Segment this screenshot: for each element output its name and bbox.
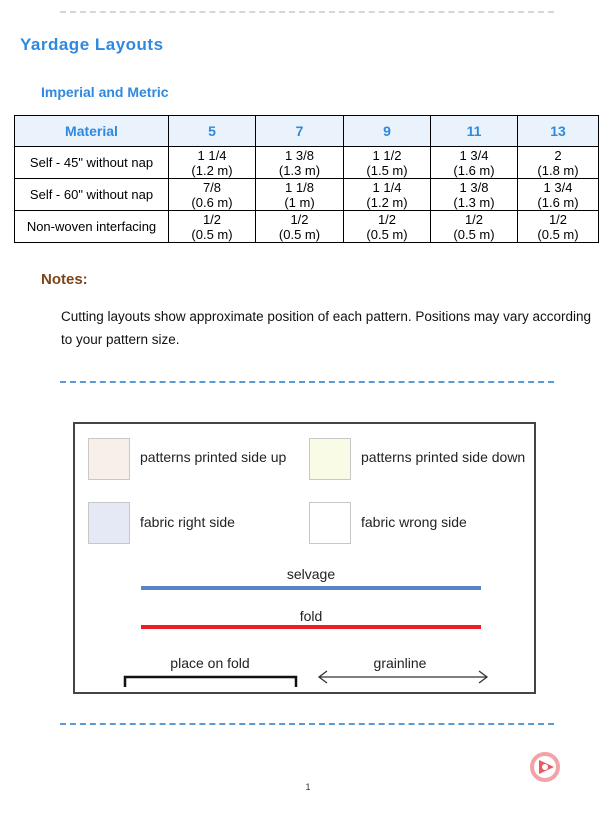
header-material: Material — [15, 116, 169, 147]
grainline-arrow-icon — [315, 668, 491, 686]
yardage-cell — [169, 211, 256, 243]
section-subtitle: Imperial and Metric — [41, 84, 169, 100]
place-on-fold-icon — [123, 674, 299, 688]
material-cell: Self - 45" without nap — [15, 147, 169, 179]
metric-value: (0.5 m) — [537, 226, 579, 242]
imperial-value: 1 3/4 — [543, 179, 573, 195]
yardage-cell — [431, 179, 518, 211]
yardage-cell — [431, 147, 518, 179]
imperial-value: 2 — [554, 147, 562, 163]
metric-value: (0.6 m) — [191, 194, 233, 210]
metric-value: (1.3 m) — [453, 194, 495, 210]
metric-value: (1.6 m) — [537, 194, 579, 210]
header-size-9: 9 — [344, 116, 431, 147]
imperial-value: 1 1/4 — [372, 179, 402, 195]
imperial-value: 1 1/2 — [372, 147, 402, 163]
swatch-patterns-side-up — [88, 438, 130, 480]
metric-value: (0.5 m) — [278, 226, 321, 242]
section-divider — [60, 381, 554, 383]
imperial-value: 1/2 — [548, 211, 568, 227]
yardage-cell — [256, 179, 344, 211]
selvage-line — [141, 586, 481, 590]
grainline-label: grainline — [373, 655, 427, 671]
brand-logo-icon — [529, 751, 561, 783]
yardage-cell — [256, 147, 344, 179]
imperial-value: 1 1/8 — [285, 179, 314, 195]
selvage-label: selvage — [286, 566, 336, 582]
metric-value: (1.6 m) — [453, 162, 495, 178]
yardage-table — [14, 115, 599, 243]
swatch-patterns-side-down — [309, 438, 351, 480]
table-row — [15, 147, 599, 179]
metric-value: (1.8 m) — [537, 162, 579, 178]
legend-box — [73, 422, 536, 694]
yardage-cell — [344, 147, 431, 179]
metric-value: (0.5 m) — [191, 226, 233, 242]
imperial-value: 1/2 — [290, 211, 309, 227]
bottom-divider — [60, 723, 554, 725]
legend-label-fabric-right-side: fabric right side — [140, 514, 235, 530]
metric-value: (0.5 m) — [366, 226, 408, 242]
yardage-cell — [518, 211, 599, 243]
yardage-cell — [518, 147, 599, 179]
yardage-cell — [518, 179, 599, 211]
material-cell: Self - 60" without nap — [15, 179, 169, 211]
yardage-cell — [431, 211, 518, 243]
legend-label-fabric-wrong-side: fabric wrong side — [361, 514, 467, 530]
imperial-value: 1 3/8 — [285, 147, 314, 163]
page-title: Yardage Layouts — [20, 35, 164, 54]
header-size-11: 11 — [431, 116, 518, 147]
metric-value: (1.5 m) — [366, 162, 408, 178]
table-row — [15, 179, 599, 211]
imperial-value: 1 3/8 — [459, 179, 489, 195]
metric-value: (1.3 m) — [278, 162, 321, 178]
notes-text: Cutting layouts show approximate position of each pattern. Positions may vary according to your pattern size. — [61, 309, 591, 347]
yardage-cell — [344, 179, 431, 211]
legend-label-patterns-side-down: patterns printed side down — [361, 449, 526, 465]
table-row — [15, 211, 599, 243]
imperial-value: 1/2 — [377, 211, 397, 227]
table-header-row — [15, 116, 599, 147]
metric-value: (0.5 m) — [453, 226, 495, 242]
metric-value: (1.2 m) — [191, 162, 233, 178]
imperial-value: 1 3/4 — [459, 147, 489, 163]
imperial-value: 1/2 — [202, 211, 222, 227]
notes-heading: Notes: — [41, 271, 88, 288]
yardage-cell — [169, 179, 256, 211]
yardage-cell — [344, 211, 431, 243]
swatch-fabric-right-side — [88, 502, 130, 544]
metric-value: (1 m) — [284, 194, 315, 210]
header-size-7: 7 — [256, 116, 344, 147]
place-on-fold-label: place on fold — [170, 655, 250, 671]
imperial-value: 1/2 — [464, 211, 484, 227]
yardage-cell — [256, 211, 344, 243]
yardage-cell — [169, 147, 256, 179]
page-number: 1 — [305, 782, 311, 792]
header-size-13: 13 — [518, 116, 599, 147]
fold-label: fold — [299, 608, 323, 624]
top-divider — [60, 11, 554, 13]
swatch-fabric-wrong-side — [309, 502, 351, 544]
header-size-5: 5 — [169, 116, 256, 147]
metric-value: (1.2 m) — [366, 194, 408, 210]
material-cell: Non-woven interfacing — [15, 211, 169, 243]
legend-label-patterns-side-up: patterns printed side up — [140, 449, 287, 465]
imperial-value: 1 1/4 — [197, 147, 227, 163]
fold-line — [141, 625, 481, 629]
imperial-value: 7/8 — [202, 179, 222, 195]
